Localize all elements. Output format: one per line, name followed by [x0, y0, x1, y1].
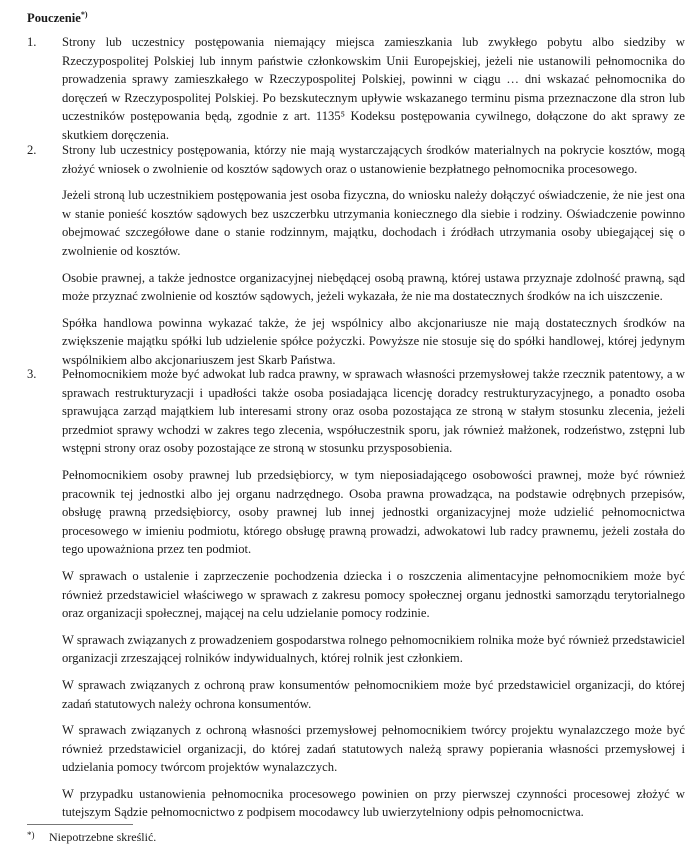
item-number: 2.: [27, 143, 37, 157]
paragraph: W sprawach o ustalenie i zaprzeczenie pochodzenia dziecka i o roszczenia alimentacyjne pełnomocnikiem może być również przedstawiciel właściwego w sprawach z zakresu pomocy społecznej organu jednostki samorządu terytorialnego oraz organizacji społecznej, mającej na celu udzielanie pomocy rodzinie.: [62, 568, 685, 621]
paragraph: Pełnomocnikiem osoby prawnej lub przedsiębiorcy, w tym nieposiadającego osobowości prawnej, może być również pracownik tej jednostki albo jej organu nadrzędnego. Osoba prawna prowadząca, na podstawie odrębnych przepisów, obsługę prawną przedsiębiorcy, osoby prawnej lub innej jednostki organizacyjnej może udzielić pełnomocnictwa procesowego w imieniu podmiotu, którego obsługę prawną prowadzi, adwokatowi lub radcy prawnemu, jeżeli została do tego upoważniona przez ten podmiot.: [62, 467, 685, 557]
paragraph: Spółka handlowa powinna wykazać także, że jej wspólnicy albo akcjonariusze nie mają dostatecznych środków na zwiększenie majątku spółki lub udzielenie spółce pożyczki. Powyższe nie stosuje się do spółki handlowej, której jedynym wspólnikiem albo akcjonariuszem jest Skarb Państwa.: [62, 315, 685, 367]
item-body: [62, 365, 685, 822]
instruction-item-3: [27, 365, 685, 822]
paragraph: W sprawach związanych z ochroną własności przemysłowej pełnomocnikiem twórcy projektu wynalazczego może być również przedstawiciel organizacji, do której zadań statutowych należą sprawy popierania własności przemysłowej i udzielania pomocy twórcom projektów wynalazczych.: [62, 723, 685, 775]
item-number: 1.: [27, 35, 37, 49]
item-number: 3.: [27, 367, 37, 381]
paragraph: Strony lub uczestnicy postępowania, którzy nie mają wystarczających środków materialnych na pokrycie kosztów, mogą złożyć wniosek o zwolnienie od kosztów sądowych oraz o ustanowienie bezpłatnego pełnomocnika procesowego.: [62, 143, 685, 176]
paragraph: Strony lub uczestnicy postępowania niemający miejsca zamieszkania lub zwykłego pobytu albo siedziby w Rzeczypospolitej Polskiej lub innym państwie członkowskim Unii Europejskiej, jeżeli nie ustanowili pełnomocnika do prowadzenia sprawy zamieszkałego w Rzeczypospolitej Polskiej, powinni w ciągu … dni wskazać pełnomocnika do doręczeń w Rzeczypospolitej Polskiej. Po bezskutecznym upływie wskazanego terminu pisma przeznaczone dla stron lub uczestników postępowania będą, zgodnie z art. 1135⁵ Kodeksu postępowania cywilnego, dołączone do akt sprawy ze skutkiem doręczenia.: [62, 35, 685, 142]
paragraph: W przypadku ustanowienia pełnomocnika procesowego powinien on przy pierwszej czynności procesowej złożyć w tutejszym Sądzie pełnomocnictwo z podpisem mocodawcy lub uwierzytelniony odpis pełnomocnictwa.: [62, 786, 685, 820]
title-footnote-mark: *): [80, 10, 88, 19]
paragraph: W sprawach związanych z prowadzeniem gospodarstwa rolnego pełnomocnikiem rolnika może być również przedstawiciel organizacji zrzeszającej rolników indywidualnych, której rolnik jest członkiem.: [62, 632, 685, 666]
title-text: Pouczenie: [27, 11, 81, 26]
instruction-item-1: [27, 33, 685, 145]
paragraph: Osobie prawnej, a także jednostce organizacyjnej niebędącej osobą prawną, której ustawa przyznaje zdolność prawną, sąd może przyznać zwolnienie od kosztów sądowych, jeżeli wykazała, że nie ma dostatecznych środków na ich uiszczenie.: [62, 270, 685, 304]
paragraph: W sprawach związanych z ochroną praw konsumentów pełnomocnikiem może być przedstawiciel organizacji, do której zadań statutowych należy ochrona konsumentów.: [62, 677, 685, 711]
item-body: [62, 141, 685, 370]
paragraph: Jeżeli stroną lub uczestnikiem postępowania jest osoba fizyczna, do wniosku należy dołączyć oświadczenie, że nie jest ona w stanie ponieść kosztów sądowych bez uszczerbku utrzymania koniecznego dla siebie i rodziny. Oświadczenie powinno obejmować szczegółowe dane o stanie rodzinnym, majątku, dochodach i źródłach utrzymania osoby ubiegającej się o zwolnienie od kosztów.: [62, 188, 685, 258]
footnote: [27, 826, 156, 847]
footnote-separator: [27, 824, 133, 825]
document-title: [27, 6, 88, 28]
item-body: [62, 33, 685, 145]
paragraph: Pełnomocnikiem może być adwokat lub radca prawny, w sprawach własności przemysłowej także rzecznik patentowy, a w sprawach restrukturyzacji i upadłości także osoba posiadająca licencję doradcy restrukturyzacyjnego, a ponadto osoba sprawująca zarząd majątkiem lub interesami strony oraz osoba pozostająca ze stroną w stałym stosunku zlecenia, jeżeli przedmiot sprawy wchodzi w zakres tego zlecenia, współuczestnik sporu, jak również małżonek, rodzeństwo, zstępni lub wstępni strony oraz osoby pozostające ze stroną w stosunku przysposobienia.: [62, 367, 685, 456]
instruction-item-2: [27, 141, 685, 370]
footnote-mark: *): [27, 830, 35, 840]
footnote-text: Niepotrzebne skreślić.: [49, 830, 157, 844]
